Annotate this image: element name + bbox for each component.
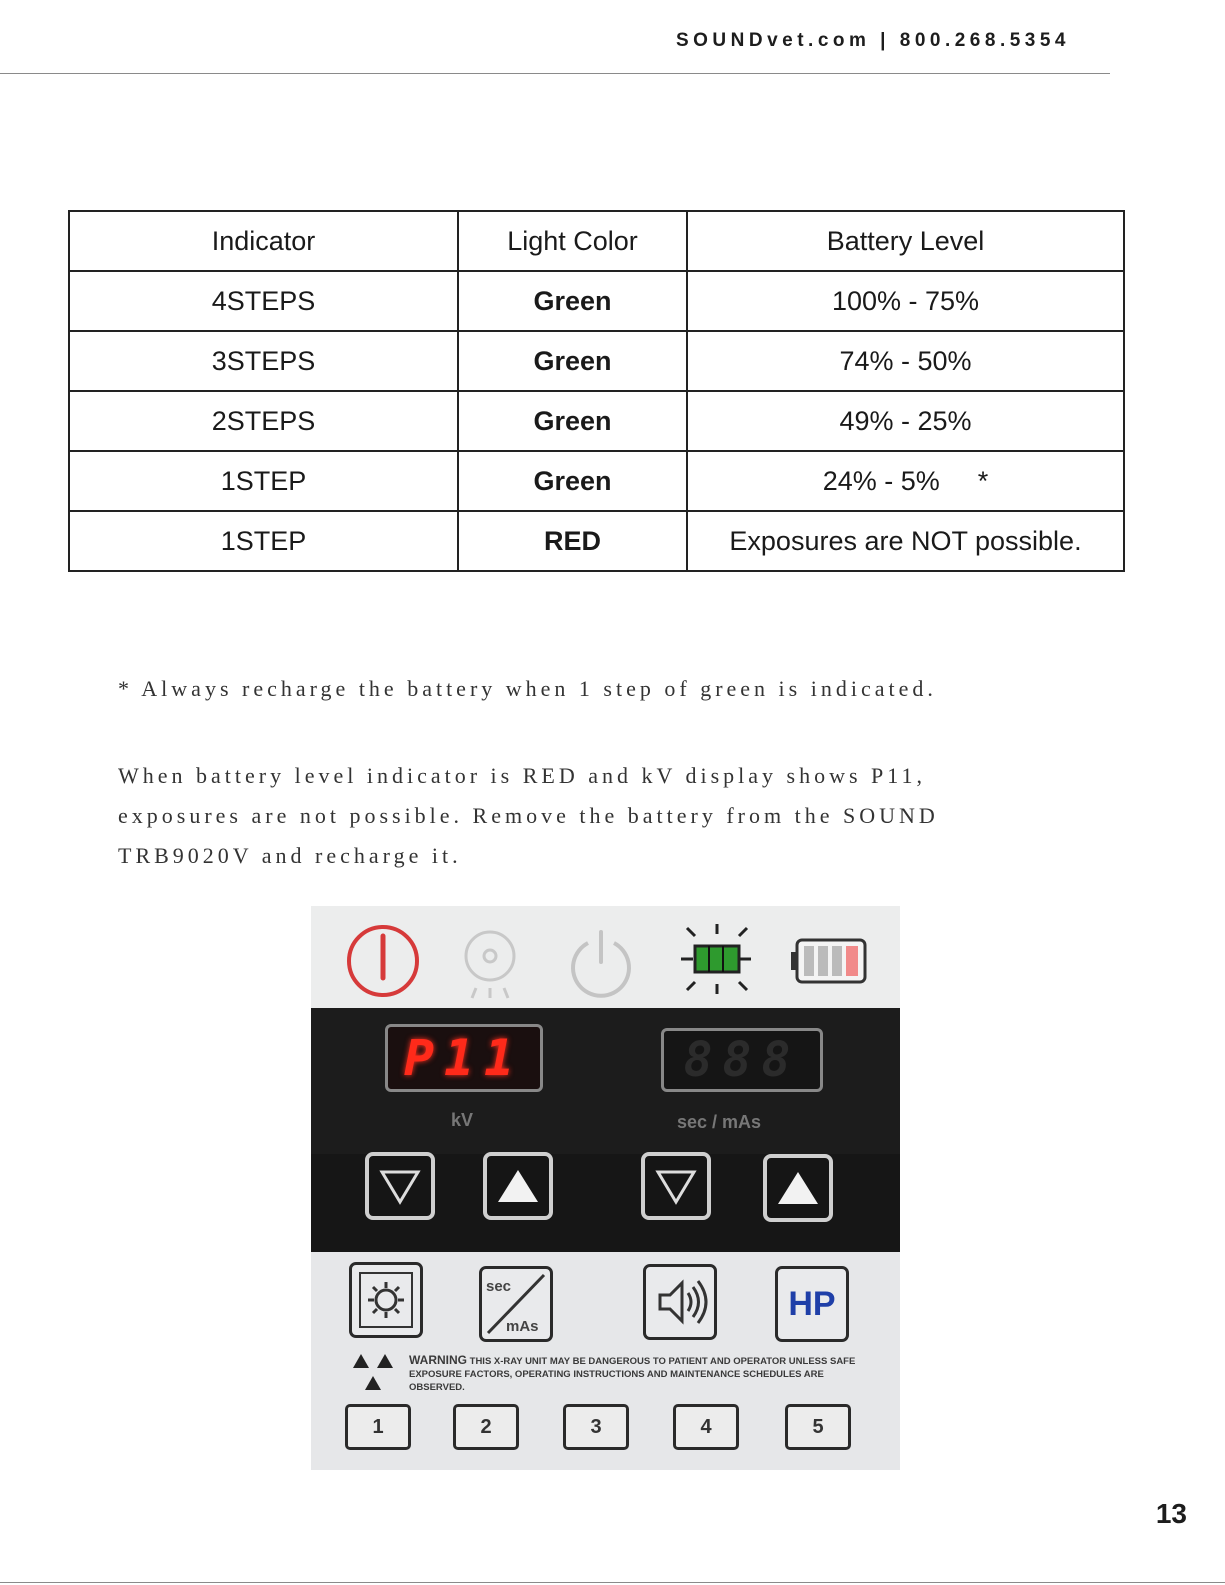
footnote-marker: * — [977, 465, 989, 496]
note-line: TRB9020V and recharge it. — [118, 843, 462, 868]
table-row — [69, 391, 1124, 451]
sec-mas-top-text: sec — [486, 1278, 512, 1295]
preset-button-5[interactable]: 5 — [785, 1404, 851, 1450]
battery-status-icon — [681, 924, 751, 994]
column-header-light-color: Light Color — [458, 211, 687, 271]
triangle-up-icon — [767, 1158, 829, 1218]
time-display: 888 — [661, 1028, 823, 1092]
light-color-cell: RED — [458, 511, 687, 571]
time-down-button[interactable] — [641, 1152, 711, 1220]
triangle-down-icon — [645, 1156, 707, 1216]
note-line: exposures are not possible. Remove the battery from the SOUND — [118, 803, 939, 828]
hp-button[interactable] — [775, 1266, 849, 1342]
indicator-cell: 1STEP — [69, 451, 458, 511]
table-row — [69, 271, 1124, 331]
battery-level-cell: 100% - 75% — [687, 271, 1124, 331]
battery-level-table — [68, 210, 1125, 572]
recharge-footnote: * Always recharge the battery when 1 step of green is indicated. — [118, 676, 937, 701]
indicator-cell: 1STEP — [69, 511, 458, 571]
note-line: When battery level indicator is RED and kV display shows P11, — [118, 763, 926, 788]
page-number: 13 — [1155, 1498, 1187, 1529]
power-on-icon — [349, 927, 417, 995]
sec-mas-label: sec / mAs — [677, 1112, 762, 1132]
header-contact: SOUNDvet.com | 800.268.5354 — [675, 30, 1070, 51]
time-up-button[interactable] — [763, 1154, 833, 1222]
kv-display: P11 — [385, 1024, 543, 1092]
kv-up-button[interactable] — [483, 1152, 553, 1220]
column-header-indicator: Indicator — [69, 211, 458, 271]
red-indicator-note — [118, 756, 1018, 876]
preset-button-3[interactable]: 3 — [563, 1404, 629, 1450]
light-color-cell: Green — [458, 331, 687, 391]
indicator-cell: 2STEPS — [69, 391, 458, 451]
panel-status-strip — [311, 906, 900, 1008]
hp-label: HP — [788, 1285, 836, 1323]
radiation-symbol-icon — [349, 1350, 407, 1396]
light-color-cell: Green — [458, 391, 687, 451]
preset-button-2[interactable]: 2 — [453, 1404, 519, 1450]
footer-rule — [0, 1582, 1225, 1583]
triangle-up-icon — [487, 1156, 549, 1216]
sec-mas-toggle-button[interactable] — [479, 1266, 553, 1342]
collimator-light-button[interactable] — [349, 1262, 423, 1338]
preset-button-4[interactable]: 4 — [673, 1404, 739, 1450]
triangle-down-icon — [369, 1156, 431, 1216]
battery-level-icon — [791, 940, 865, 982]
column-header-battery-level: Battery Level — [687, 211, 1124, 271]
battery-level-value: 24% - 5% — [822, 465, 940, 496]
table-row — [69, 331, 1124, 391]
sound-button[interactable] — [643, 1264, 717, 1340]
table-header-row — [69, 211, 1124, 271]
battery-level-cell — [687, 451, 1124, 511]
control-panel-photo — [311, 906, 900, 1470]
battery-level-cell: 74% - 50% — [687, 331, 1124, 391]
battery-level-cell: Exposures are NOT possible. — [687, 511, 1124, 571]
kv-label: kV — [451, 1110, 474, 1130]
table-row — [69, 511, 1124, 571]
indicator-cell: 4STEPS — [69, 271, 458, 331]
preset-button-1[interactable]: 1 — [345, 1404, 411, 1450]
header-rule — [0, 73, 1110, 74]
warning-title: WARNING — [409, 1353, 467, 1367]
sec-mas-bottom-text: mAs — [506, 1318, 539, 1335]
kv-down-button[interactable] — [365, 1152, 435, 1220]
standby-power-icon — [573, 932, 629, 996]
table-row — [69, 451, 1124, 511]
battery-level-cell: 49% - 25% — [687, 391, 1124, 451]
warning-label — [409, 1354, 859, 1394]
sec-mas-icon — [482, 1269, 550, 1339]
radiation-warning-icon — [466, 932, 514, 998]
light-frame-icon — [352, 1265, 420, 1335]
indicator-cell: 3STEPS — [69, 331, 458, 391]
speaker-icon — [646, 1267, 714, 1337]
warning-text: THIS X-RAY UNIT MAY BE DANGEROUS TO PATIENT AND OPERATOR UNLESS SAFE EXPOSURE FACTORS, OPERATING INSTRUCTIONS AND MAINTENANCE SCHEDULES ARE OBSERVED. — [409, 1356, 856, 1393]
light-color-cell: Green — [458, 451, 687, 511]
light-color-cell: Green — [458, 271, 687, 331]
